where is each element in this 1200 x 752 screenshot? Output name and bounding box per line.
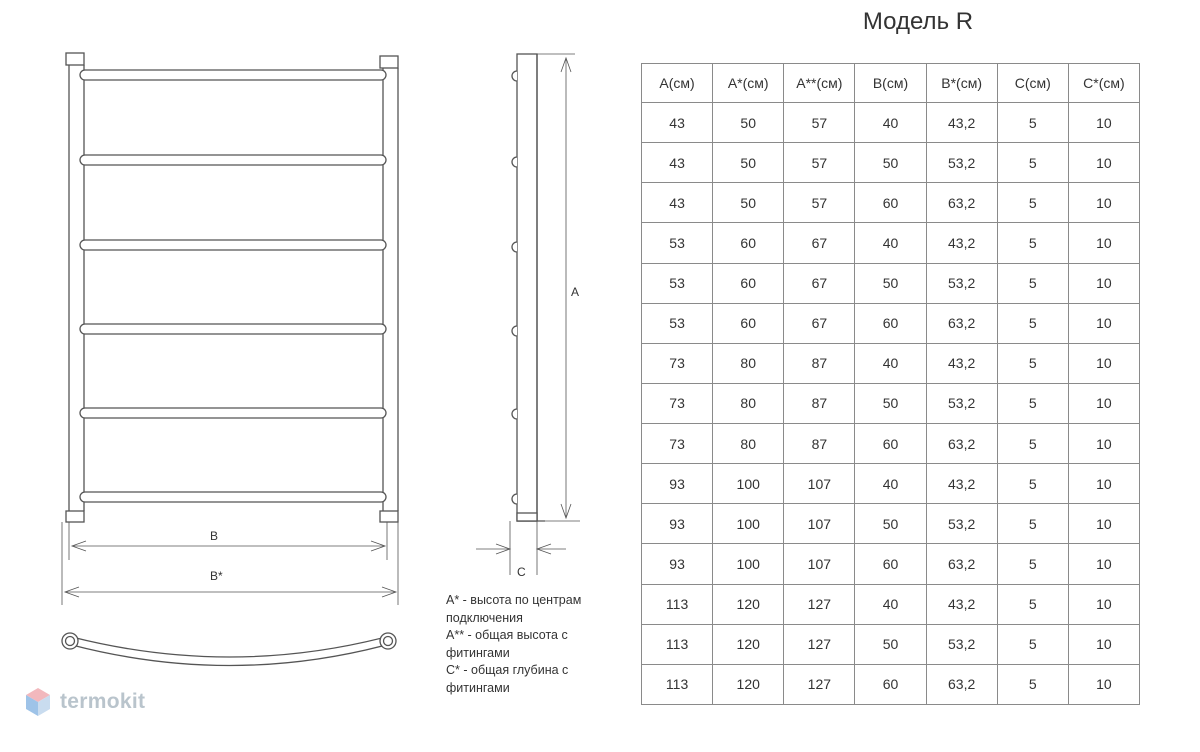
table-cell: 127 <box>784 584 855 624</box>
table-cell: 107 <box>784 544 855 584</box>
table-cell: 80 <box>713 343 784 383</box>
brand-watermark <box>24 686 145 718</box>
table-cell: 43,2 <box>926 584 997 624</box>
dim-label-c: C <box>517 565 526 579</box>
top-view <box>62 633 396 666</box>
table-cell: 100 <box>713 544 784 584</box>
table-cell: 5 <box>997 464 1068 504</box>
table-cell: 5 <box>997 424 1068 464</box>
table-cell: 10 <box>1068 544 1139 584</box>
table-cell: 43,2 <box>926 223 997 263</box>
table-row <box>642 624 1140 664</box>
legend-note-a-double-star: A** - общая высота с фитингами <box>446 628 568 660</box>
table-row <box>642 223 1140 263</box>
crossbar <box>80 240 386 250</box>
table-cell: 53 <box>642 223 713 263</box>
table-cell: 10 <box>1068 223 1139 263</box>
table-row <box>642 383 1140 423</box>
table-cell: 43,2 <box>926 464 997 504</box>
table-cell: 57 <box>784 143 855 183</box>
crossbar <box>80 155 386 165</box>
table-cell: 10 <box>1068 504 1139 544</box>
brand-name: termokit <box>60 690 146 713</box>
table-cell: 60 <box>855 664 926 704</box>
column-header: A*(см) <box>713 64 784 103</box>
table-cell: 10 <box>1068 664 1139 704</box>
table-cell: 80 <box>713 383 784 423</box>
table-cell: 5 <box>997 143 1068 183</box>
table-cell: 73 <box>642 343 713 383</box>
table-row <box>642 464 1140 504</box>
table-cell: 53,2 <box>926 383 997 423</box>
table-cell: 67 <box>784 303 855 343</box>
table-cell: 50 <box>855 504 926 544</box>
table-cell: 10 <box>1068 303 1139 343</box>
table-cell: 107 <box>784 504 855 544</box>
column-header: C(см) <box>997 64 1068 103</box>
table-cell: 50 <box>855 263 926 303</box>
table-cell: 40 <box>855 343 926 383</box>
table-cell: 127 <box>784 664 855 704</box>
crossbar <box>80 70 386 80</box>
table-cell: 5 <box>997 664 1068 704</box>
legend-note-c-star: C* - общая глубина с фитингами <box>446 663 569 695</box>
table-cell: 60 <box>855 544 926 584</box>
table-cell: 10 <box>1068 103 1139 143</box>
table-cell: 100 <box>713 464 784 504</box>
table-cell: 10 <box>1068 183 1139 223</box>
crossbar <box>80 492 386 502</box>
table-cell: 63,2 <box>926 544 997 584</box>
table-row <box>642 664 1140 704</box>
table-cell: 10 <box>1068 424 1139 464</box>
table-row <box>642 424 1140 464</box>
table-cell: 87 <box>784 343 855 383</box>
table-cell: 120 <box>713 584 784 624</box>
table-row <box>642 544 1140 584</box>
column-header: C*(см) <box>1068 64 1139 103</box>
bar-end-knob <box>512 409 517 419</box>
table-cell: 53 <box>642 303 713 343</box>
column-header: A**(см) <box>784 64 855 103</box>
table-cell: 10 <box>1068 343 1139 383</box>
table-cell: 113 <box>642 584 713 624</box>
table-cell: 10 <box>1068 624 1139 664</box>
dimensions-table <box>641 63 1140 705</box>
table-cell: 5 <box>997 584 1068 624</box>
legend-note-a-star: A* - высота по центрам подключения <box>446 593 582 625</box>
table-cell: 5 <box>997 544 1068 584</box>
table-cell: 10 <box>1068 464 1139 504</box>
table-cell: 10 <box>1068 143 1139 183</box>
table-row <box>642 103 1140 143</box>
table-cell: 87 <box>784 383 855 423</box>
table-cell: 43 <box>642 103 713 143</box>
table-cell: 53,2 <box>926 263 997 303</box>
table-row <box>642 143 1140 183</box>
table-cell: 40 <box>855 464 926 504</box>
front-view <box>66 53 398 522</box>
column-header: B*(см) <box>926 64 997 103</box>
table-cell: 50 <box>713 103 784 143</box>
table-cell: 63,2 <box>926 424 997 464</box>
dim-label-b-star: B* <box>210 569 223 583</box>
table-cell: 60 <box>855 424 926 464</box>
table-cell: 53 <box>642 263 713 303</box>
table-cell: 80 <box>713 424 784 464</box>
column-header: A(см) <box>642 64 713 103</box>
table-cell: 40 <box>855 103 926 143</box>
table-cell: 93 <box>642 504 713 544</box>
table-cell: 50 <box>713 143 784 183</box>
table-cell: 50 <box>855 624 926 664</box>
table-cell: 43 <box>642 143 713 183</box>
table-cell: 40 <box>855 223 926 263</box>
table-cell: 57 <box>784 103 855 143</box>
table-cell: 43,2 <box>926 103 997 143</box>
table-row <box>642 183 1140 223</box>
table-cell: 5 <box>997 624 1068 664</box>
table-cell: 5 <box>997 343 1068 383</box>
table-cell: 60 <box>855 183 926 223</box>
table-cell: 5 <box>997 383 1068 423</box>
legend-notes <box>446 592 626 697</box>
table-cell: 73 <box>642 424 713 464</box>
table-cell: 5 <box>997 263 1068 303</box>
crossbar <box>80 324 386 334</box>
side-view <box>476 54 580 575</box>
table-cell: 113 <box>642 624 713 664</box>
table-cell: 67 <box>784 263 855 303</box>
dim-label-a: A <box>571 285 580 299</box>
table-cell: 53,2 <box>926 143 997 183</box>
table-cell: 93 <box>642 544 713 584</box>
table-cell: 5 <box>997 303 1068 343</box>
table-cell: 67 <box>784 223 855 263</box>
table-cell: 113 <box>642 664 713 704</box>
table-cell: 50 <box>855 383 926 423</box>
table-cell: 43 <box>642 183 713 223</box>
table-cell: 60 <box>713 223 784 263</box>
table-cell: 5 <box>997 103 1068 143</box>
table-row <box>642 263 1140 303</box>
crossbar <box>80 408 386 418</box>
table-cell: 73 <box>642 383 713 423</box>
cube-logo-icon <box>24 686 52 718</box>
table-row <box>642 504 1140 544</box>
table-row <box>642 343 1140 383</box>
table-cell: 60 <box>855 303 926 343</box>
table-cell: 5 <box>997 183 1068 223</box>
table-cell: 50 <box>855 143 926 183</box>
table-cell: 10 <box>1068 263 1139 303</box>
table-cell: 120 <box>713 664 784 704</box>
table-cell: 40 <box>855 584 926 624</box>
table-cell: 60 <box>713 263 784 303</box>
table-row <box>642 584 1140 624</box>
table-cell: 63,2 <box>926 303 997 343</box>
table-cell: 107 <box>784 464 855 504</box>
table-cell: 5 <box>997 504 1068 544</box>
dim-label-b: B <box>210 529 219 543</box>
table-cell: 120 <box>713 624 784 664</box>
bar-end-knob <box>512 71 517 81</box>
table-cell: 127 <box>784 624 855 664</box>
bar-end-knob <box>512 494 517 504</box>
column-header: B(см) <box>855 64 926 103</box>
table-cell: 43,2 <box>926 343 997 383</box>
table-cell: 10 <box>1068 383 1139 423</box>
table-cell: 63,2 <box>926 664 997 704</box>
bar-end-knob <box>512 242 517 252</box>
table-cell: 100 <box>713 504 784 544</box>
model-title: Модель R <box>862 8 974 35</box>
table-cell: 93 <box>642 464 713 504</box>
table-cell: 60 <box>713 303 784 343</box>
table-row <box>642 303 1140 343</box>
table-cell: 50 <box>713 183 784 223</box>
table-cell: 53,2 <box>926 504 997 544</box>
table-cell: 5 <box>997 223 1068 263</box>
table-cell: 63,2 <box>926 183 997 223</box>
table-cell: 10 <box>1068 584 1139 624</box>
table-cell: 57 <box>784 183 855 223</box>
table-cell: 87 <box>784 424 855 464</box>
width-dimensions <box>62 522 398 605</box>
table-cell: 53,2 <box>926 624 997 664</box>
bar-end-knob <box>512 157 517 167</box>
table-header-row <box>642 64 1140 103</box>
bar-end-knob <box>512 326 517 336</box>
